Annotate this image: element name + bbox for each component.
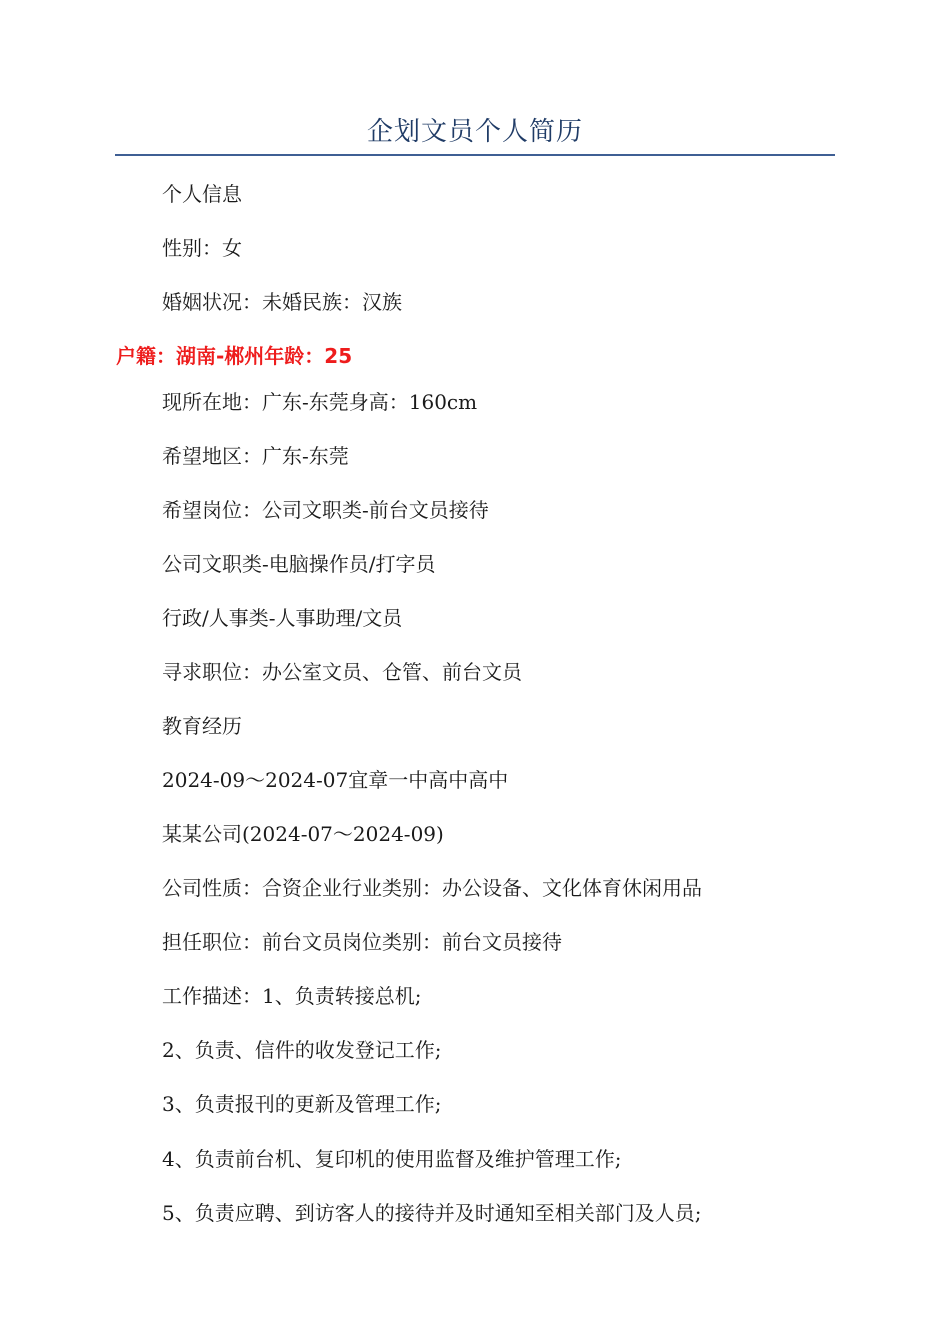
section-personal-info: 个人信息 [162, 182, 242, 206]
position-option-line: 行政/人事类-人事助理/文员 [162, 606, 403, 630]
job-title-line: 担任职位：前台文员岗位类别：前台文员接待 [162, 930, 562, 954]
education-entry: 2024-09～2024-07宜章一中高中高中 [162, 768, 509, 792]
location-height-line: 现所在地：广东-东莞身高：160cm [162, 390, 478, 414]
position-option-line: 公司文职类-电脑操作员/打字员 [162, 552, 436, 576]
duty-item: 3、负责报刊的更新及管理工作; [162, 1092, 442, 1116]
duty-item: 2、负责、信件的收发登记工作; [162, 1038, 442, 1062]
job-description-line: 工作描述：1、负责转接总机; [162, 984, 422, 1008]
marital-ethnicity-line: 婚姻状况：未婚民族：汉族 [162, 290, 402, 314]
duty-item: 5、负责应聘、到访客人的接待并及时通知至相关部门及人员; [162, 1201, 702, 1225]
hukou-age-line: 户籍：湖南-郴州年龄：25 [116, 344, 353, 368]
seeking-position-line: 寻求职位：办公室文员、仓管、前台文员 [162, 660, 522, 684]
section-education: 教育经历 [162, 714, 242, 738]
company-nature-line: 公司性质：合资企业行业类别：办公设备、文化体育休闲用品 [162, 876, 702, 900]
desired-region-line: 希望地区：广东-东莞 [162, 444, 349, 468]
gender-line: 性别：女 [162, 236, 242, 260]
page-title: 企划文员个人简历 [366, 117, 583, 147]
duty-item: 4、负责前台机、复印机的使用监督及维护管理工作; [162, 1147, 622, 1171]
company-entry: 某某公司(2024-07～2024-09) [162, 822, 444, 846]
title-underline [115, 154, 835, 156]
desired-position-line: 希望岗位：公司文职类-前台文员接待 [162, 498, 489, 522]
